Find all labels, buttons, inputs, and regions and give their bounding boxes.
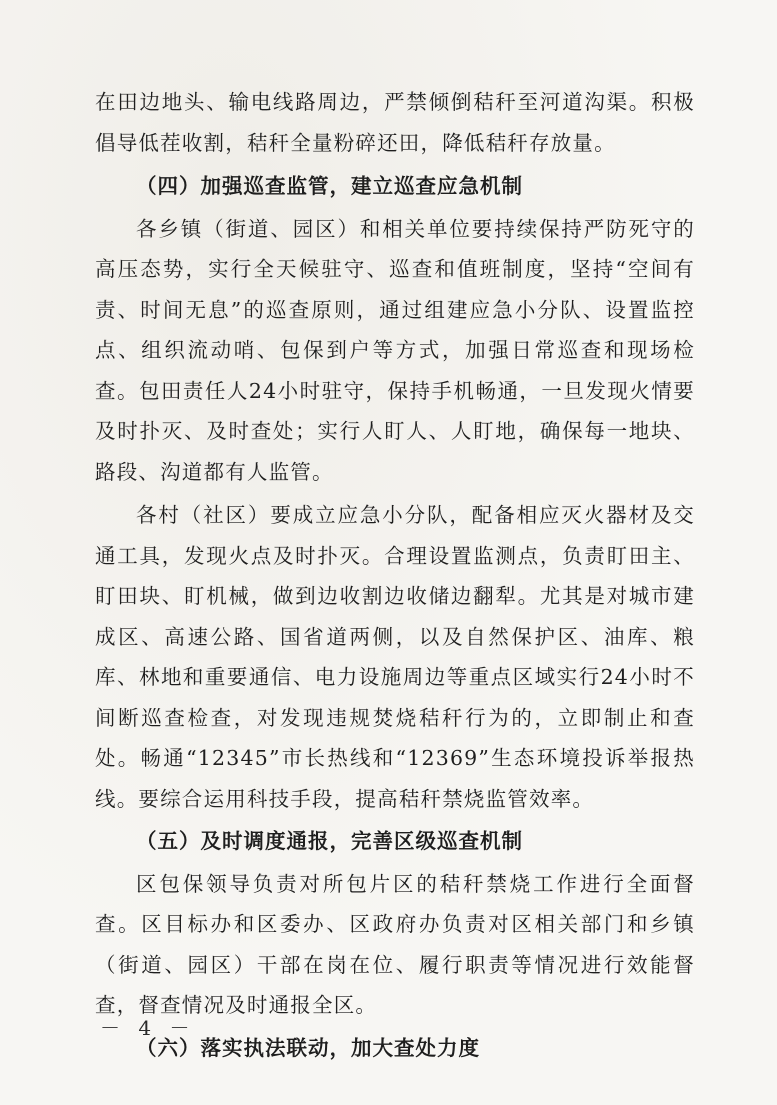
section-heading-6: （六）落实执法联动，加大查处力度 <box>136 1035 480 1060</box>
paragraph-patrol-units: 各乡镇（街道、园区）和相关单位要持续保持严防死守的高压态势，实行全天候驻守、巡查和值班制度，坚持“空间有责、时间无息”的巡查原则，通过组建应急小分队、设置监控点、组织流动哨、包保到户等方式，加强日常巡查和现场检查。包田责任人24小时驻守，保持手机畅通，一旦发现火情要及时扑灭、及时查处；实行人盯人、人盯地，确保每一地块、路段、沟道都有人监管。 <box>95 216 695 484</box>
document-body <box>95 82 695 1068</box>
paragraph-continuation: 在田边地头、输电线路周边，严禁倾倒秸秆至河道沟渠。积极倡导低茬收割，秸秆全量粉碎还田，降低秸秆存放量。 <box>95 90 695 155</box>
page-number: － 4 － <box>100 1016 196 1040</box>
section-heading-4: （四）加强巡查监管，建立巡查应急机制 <box>136 174 523 198</box>
paragraph-village-teams: 各村（社区）要成立应急小分队，配备相应灭火器材及交通工具，发现火点及时扑灭。合理设置监测点，负责盯田主、盯田块、盯机械，做到边收割边收储边翻犁。尤其是对城市建成区、高速公路、国省道两侧，以及自然保护区、油库、粮库、林地和重要通信、电力设施周边等重点区域实行24小时不间断巡查检查，对发现违规焚烧秸秆行为的，立即制止和查处。畅通“12345”市长热线和“12369”生态环境投诉举报热线。要综合运用科技手段，提高秸秆禁烧监管效率。 <box>95 503 695 811</box>
paragraph-district-inspection: 区包保领导负责对所包片区的秸秆禁烧工作进行全面督查。区目标办和区委办、区政府办负责对区相关部门和乡镇（街道、园区）干部在岗在位、履行职责等情况进行效能督查，督查情况及时通报全区。 <box>95 871 695 1017</box>
section-heading-5: （五）及时调度通报，完善区级巡查机制 <box>136 829 523 853</box>
